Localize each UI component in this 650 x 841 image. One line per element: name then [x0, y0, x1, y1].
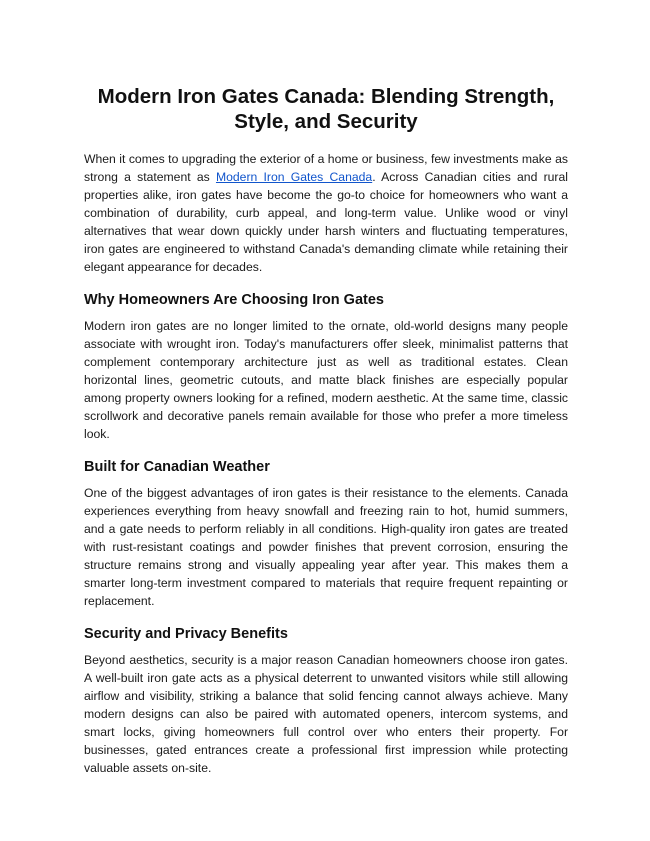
- intro-paragraph: [84, 150, 568, 276]
- document-page: [84, 84, 568, 777]
- section-body-canadian-weather: One of the biggest advantages of iron gates is their resistance to the elements. Canada experiences everything from heavy snowfall and freezing rain to hot, humid summers, and a gate needs to perform reliably in all conditions. High-quality iron gates are treated with rust-resistant coatings and powder finishes that prevent corrosion, ensuring the structure remains strong and visually appealing year after year. This makes them a smarter long-term investment compared to materials that require frequent repainting or replacement.: [84, 486, 568, 608]
- document-title: Modern Iron Gates Canada: Blending Strength, Style, and Security: [97, 85, 555, 133]
- section-heading-security-privacy: Security and Privacy Benefits: [84, 626, 288, 642]
- section-body-security-privacy: Beyond aesthetics, security is a major reason Canadian homeowners choose iron gates. A well-built iron gate acts as a physical deterrent to unwanted visitors while still allowing airflow and visibility, striking a balance that solid fencing cannot always achieve. Many modern designs can also be paired with automated openers, intercom systems, and smart locks, giving homeowners full control over who enters their property. For businesses, gated entrances create a professional first impression while protecting valuable assets on-site.: [84, 653, 568, 775]
- modern-iron-gates-canada-link[interactable]: Modern Iron Gates Canada: [215, 170, 373, 184]
- intro-text-after-link: . Across Canadian cities and rural properties alike, iron gates have become the go-to choice for homeowners who want a combination of durability, curb appeal, and long-term value. Unlike wood or vinyl alternatives that wear down quickly under harsh winters and fluctuating temperatures, iron gates are engineered to withstand Canada's demanding climate while retaining their elegant appearance for decades.: [84, 170, 568, 274]
- section-body-why-homeowners: Modern iron gates are no longer limited to the ornate, old-world designs many people associate with wrought iron. Today's manufacturers offer sleek, minimalist patterns that complement contemporary architecture just as well as traditional estates. Clean horizontal lines, geometric cutouts, and matte black finishes are especially popular among property owners looking for a refined, modern aesthetic. At the same time, classic scrollwork and decorative panels remain available for those who prefer a more timeless look.: [84, 319, 568, 441]
- section-heading-canadian-weather: Built for Canadian Weather: [84, 459, 270, 475]
- section-heading-why-homeowners: Why Homeowners Are Choosing Iron Gates: [84, 292, 384, 308]
- intro-text-before-link: When it comes to upgrading the exterior of a home or business, few investments make as strong a statement as: [84, 152, 568, 184]
